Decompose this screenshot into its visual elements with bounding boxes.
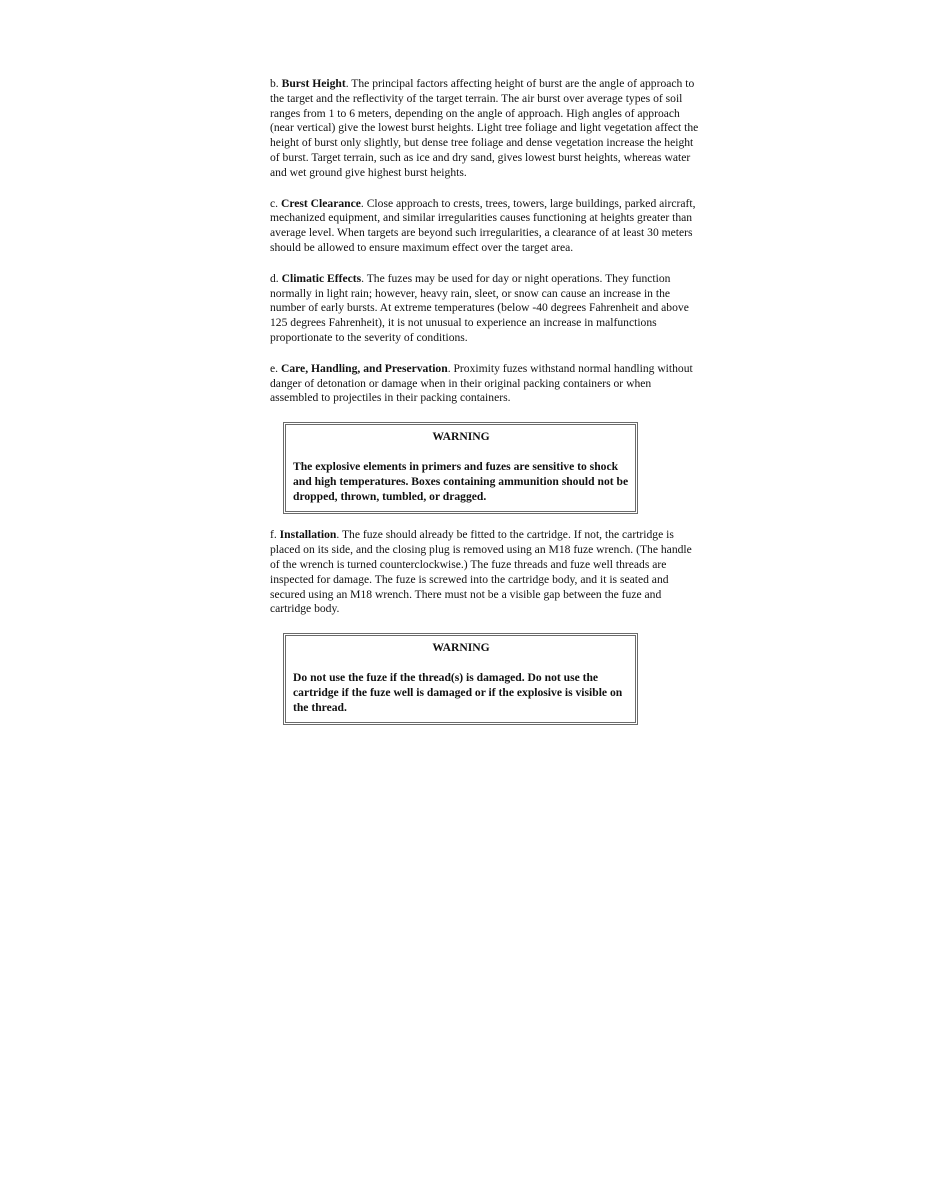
section-heading: Burst Height — [281, 77, 346, 90]
section-crest-clearance — [270, 197, 702, 256]
section-heading: Climatic Effects — [281, 271, 362, 285]
section-letter: f. — [270, 528, 277, 542]
section-letter: b. — [270, 77, 279, 90]
section-text: . Close approach to crests, trees, towers, large buildings, parked aircraft, mechanized equipment, and similar irregularities causes functioning at heights greater than average level. When targets are beyond such irregularities, a clearance of at least 30 meters should be allowed to ensure maximum effect over the target area. — [270, 196, 696, 254]
warning-box-thread — [283, 633, 638, 725]
section-text: . The fuzes may be used for day or night operations. They function normally in light rain; however, heavy rain, sleet, or snow can cause an increase in the number of early bursts. At extreme temperatures (below -40 degrees Fahrenheit and above 125 degrees Fahrenheit), it is not unusual to experience an increase in malfunctions proportionate to the severity of conditions. — [270, 271, 689, 344]
section-letter: e. — [270, 361, 279, 375]
warning-box-primers — [283, 422, 638, 514]
section-text: . The fuze should already be fitted to the cartridge. If not, the cartridge is placed on its side, and the closing plug is removed using an M18 fuze wrench. (The handle of the wrench is turned counterclockwise.) The fuze threads and fuze well threads are inspected for damage. The fuze is screwed into the cartridge body, and it is seated and secured using an M18 wrench. There must not be a visible gap between the fuze and cartridge body. — [270, 528, 692, 616]
section-text: . The principal factors affecting height of burst are the angle of approach to the target and the reflectivity of the target terrain. The air burst over average types of soil ranges from 1 to 6 meters, depending on the angle of approach. High angles of approach (near vertical) give the lowest burst heights. Light tree foliage and light vegetation affect the height of burst only slightly, but dense tree foliage and dense vegetation increase the height of burst. Target terrain, such as ice and dry sand, gives lowest burst heights, whereas water and wet ground give highest burst heights. — [270, 77, 699, 179]
section-text: . Proximity fuzes withstand normal handling without danger of detonation or damage when in their original packing containers or when assembled to projectiles in their packing containers. — [270, 361, 693, 405]
warning-text: The explosive elements in primers and fuzes are sensitive to shock and high temperatures. Boxes containing ammunition should not be dropped, thrown, tumbled, or dragged. — [293, 459, 629, 503]
section-care-handling — [270, 362, 702, 406]
section-burst-height — [270, 77, 702, 181]
warning-title: WARNING — [432, 641, 490, 655]
section-installation — [270, 528, 702, 617]
section-heading: Care, Handling, and Preservation — [280, 361, 448, 375]
document-body — [270, 77, 702, 739]
section-heading: Installation — [279, 528, 337, 542]
section-heading: Crest Clearance — [280, 196, 361, 210]
section-letter: d. — [270, 271, 279, 285]
warning-title: WARNING — [432, 430, 490, 444]
warning-text: Do not use the fuze if the thread(s) is damaged. Do not use the cartridge if the fuze well is damaged or if the explosive is visible on the thread. — [293, 670, 623, 714]
section-letter: c. — [270, 196, 279, 210]
section-climatic-effects — [270, 272, 702, 346]
